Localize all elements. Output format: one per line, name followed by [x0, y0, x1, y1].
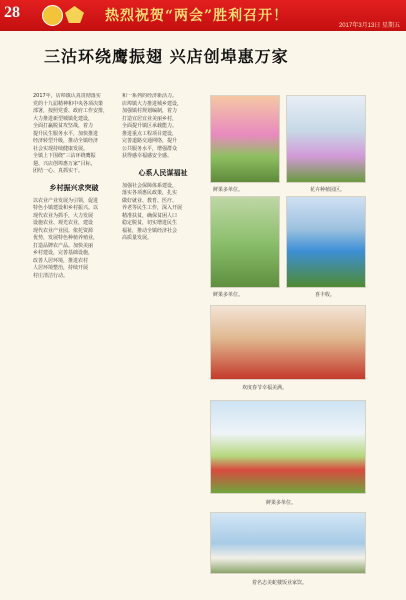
child-harvest-photo — [286, 196, 366, 288]
national-emblem-icon — [65, 6, 84, 23]
text-line: 优势，发展特色种植养殖业， — [33, 235, 99, 241]
article-column-1 — [33, 93, 115, 593]
text-line: 团结一心、真抓实干。 — [33, 168, 84, 174]
photo-caption: 鲜果多单位。 — [266, 500, 297, 506]
text-line: 完善道路交通网络，提升 — [122, 138, 178, 144]
article-column-2 — [122, 93, 204, 593]
text-line: 加强社会保障体系建设， — [122, 182, 178, 189]
text-line: 做好就业、教育、医疗、 — [122, 197, 178, 204]
town-buildings-photo — [210, 512, 366, 574]
text-line: 全面提升镇区承载能力。 — [122, 123, 178, 129]
text-line: 打造品牌农产品。加快美丽 — [33, 242, 94, 249]
text-line: 公共服务水平，增强群众 — [122, 145, 178, 152]
text-line: 党的十九届精神和中央各项决策 — [33, 100, 104, 107]
banner-title: 热烈祝贺“两会”胜利召开！ — [105, 8, 289, 24]
text-line: 福祉，推动全镇经济社会 — [122, 227, 178, 234]
text-line: 大力推进新型城镇化建设， — [33, 115, 94, 122]
text-line: 经济转型升级，推动全镇经济 — [33, 138, 99, 144]
banner-meta: 2017年3月13日 星期五 — [338, 23, 400, 29]
greenhouse-flowers-photo — [286, 95, 366, 183]
section-subhead: 心系人民谋福祉 — [138, 167, 188, 177]
text-line: 2017年，店埠镇认真贯彻落实 — [33, 93, 101, 99]
text-line: 落实各项惠民政策，扎实 — [122, 190, 178, 196]
text-line: 和一系列的经济新活力。 — [122, 93, 178, 99]
text-line: 精准扶贫，确保贫困人口 — [122, 212, 178, 219]
photo-caption: 花卉种植园区。 — [310, 187, 346, 193]
text-line: 全面打赢脱贫攻坚战，着力 — [33, 123, 94, 129]
text-line: 高质量发展。 — [122, 235, 153, 241]
photo-caption: 鲜果多单位。 — [213, 187, 244, 193]
text-line: 乡村建设，完善基础设施， — [33, 250, 94, 256]
text-line: 提升民生服务水平，加快推进 — [33, 130, 99, 137]
text-line: 人居环境整治，持续开展 — [33, 265, 89, 271]
fruit-orchard-photo — [210, 196, 280, 288]
photo-caption: 着名志美蛇楼饭业家饮。 — [252, 580, 308, 586]
photo-caption: 欢度春节幸福美满。 — [242, 385, 288, 391]
family-festival-photo — [210, 305, 366, 380]
photo-caption: 喜丰收。 — [315, 292, 336, 298]
text-line: 改善人居环境，推进农村 — [33, 257, 89, 264]
page-banner — [0, 0, 406, 31]
text-line: 稳定脱贫，切实增进民生 — [122, 220, 178, 226]
text-line: 以农业产业发展为引领，促进 — [33, 197, 99, 204]
text-line: 养老等民生工作，深入开展 — [122, 205, 183, 211]
text-line: 店埠镇大力推进城乡建设， — [122, 100, 183, 107]
text-line: 翅、兴店创埠惠万家”目标， — [33, 160, 96, 167]
text-line: 现代农业为抓手，大力发展 — [33, 212, 94, 219]
page-number: 28 — [4, 4, 20, 21]
text-line: 部署，按照党委、政府工作安排， — [33, 108, 109, 114]
text-line: 加强镇村规划编制，着力 — [122, 108, 178, 114]
text-line: 全镇上下围绕“三沽环绕鹰振 — [33, 153, 96, 159]
text-line: 村庄清洁行动。 — [33, 272, 69, 279]
article-headline: 三沽环绕鹰振翅 兴店创埠惠万家 — [44, 47, 289, 66]
text-line: 现代农业产业园。依托资源 — [33, 227, 94, 234]
flower-field-photo — [210, 400, 366, 494]
section-subhead: 乡村振兴求突破 — [49, 182, 99, 192]
text-line: 推进重点工程项目建设， — [122, 130, 178, 137]
photo-caption: 鲜果多单位。 — [213, 292, 244, 298]
text-line: 社会实现持续健康发展。 — [33, 145, 89, 152]
text-line: 获得感幸福感安全感。 — [122, 153, 173, 159]
party-emblem-icon — [42, 5, 63, 26]
text-line: 特色小镇建设和乡村振兴。以 — [33, 205, 99, 211]
text-line: 打造宜居宜业美丽乡村， — [122, 115, 178, 122]
text-line: 设施农业、观光农业，建设 — [33, 220, 94, 226]
flower-umbrellas-photo — [210, 95, 280, 183]
